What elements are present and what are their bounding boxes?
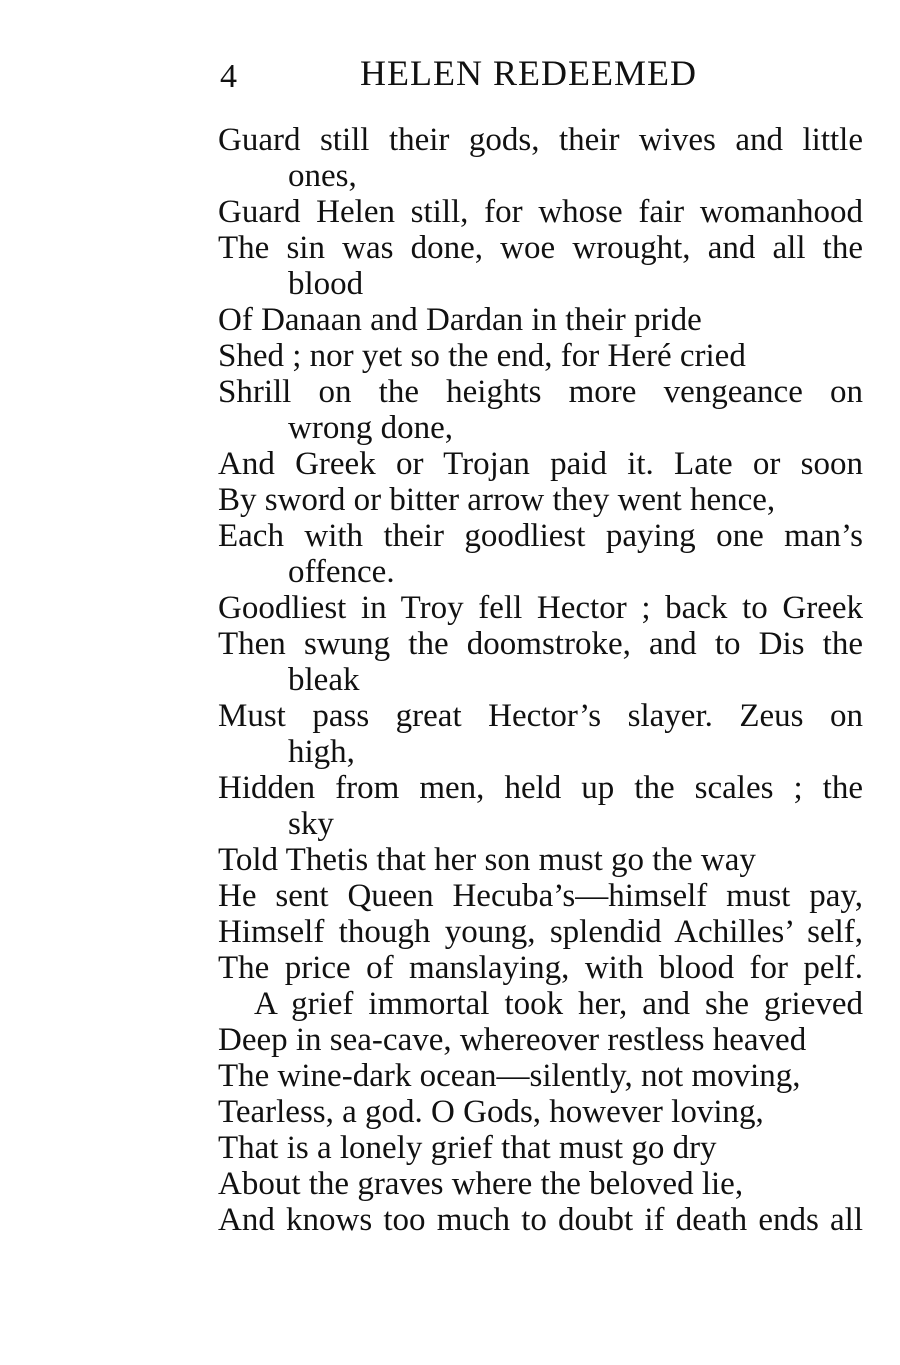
poem-line: About the graves where the beloved lie, <box>218 1166 744 1202</box>
poem-line: That is a lonely grief that must go dry <box>218 1130 717 1166</box>
poem-line-stanza-start: A grief immortal took her, and she grieved <box>254 986 863 1022</box>
poem-line-continuation: high, <box>288 734 355 770</box>
poem-line: Guard still their gods, their wives and little <box>218 122 863 158</box>
poem-line-continuation: blood <box>288 266 364 302</box>
poem-line: By sword or bitter arrow they went hence, <box>218 482 776 518</box>
poem-line: Guard Helen still, for whose fair womanhood <box>218 194 863 230</box>
poem-line-continuation: bleak <box>288 662 360 698</box>
poem-line: The price of manslaying, with blood for pelf. <box>218 950 863 986</box>
poem-line-continuation: offence. <box>288 554 395 590</box>
poem-line: Shrill on the heights more vengeance on <box>218 374 863 410</box>
poem-line: Each with their goodliest paying one man’s <box>218 518 863 554</box>
poem-line: Hidden from men, held up the scales ; the <box>218 770 863 806</box>
running-title: HELEN REDEEMED <box>360 53 697 93</box>
poem-line: And knows too much to doubt if death ends all <box>218 1202 863 1238</box>
poem-line: The sin was done, woe wrought, and all the <box>218 230 863 266</box>
page-number: 4 <box>220 58 237 95</box>
poem-line: Deep in sea-cave, whereover restless heaved <box>218 1022 807 1058</box>
poem-line: Shed ; nor yet so the end, for Heré cried <box>218 338 746 374</box>
poem-text <box>218 122 863 1238</box>
poem-line: Then swung the doomstroke, and to Dis the <box>218 626 863 662</box>
poem-line: Goodliest in Troy fell Hector ; back to Greek <box>218 590 863 626</box>
poem-line: And Greek or Trojan paid it. Late or soon <box>218 446 863 482</box>
page-header <box>220 52 865 102</box>
poem-line-continuation: ones, <box>288 158 357 194</box>
poem-line: Must pass great Hector’s slayer. Zeus on <box>218 698 863 734</box>
poem-line-continuation: wrong done, <box>288 410 453 446</box>
poem-line: Himself though young, splendid Achilles’ self, <box>218 914 863 950</box>
poem-line: Told Thetis that her son must go the way <box>218 842 756 878</box>
poem-line: Tearless, a god. O Gods, however loving, <box>218 1094 764 1130</box>
poem-line: Of Danaan and Dardan in their pride <box>218 302 702 338</box>
poem-line: The wine-dark ocean—silently, not moving, <box>218 1058 801 1094</box>
poem-line-continuation: sky <box>288 806 334 842</box>
poem-line: He sent Queen Hecuba’s—himself must pay, <box>218 878 863 914</box>
